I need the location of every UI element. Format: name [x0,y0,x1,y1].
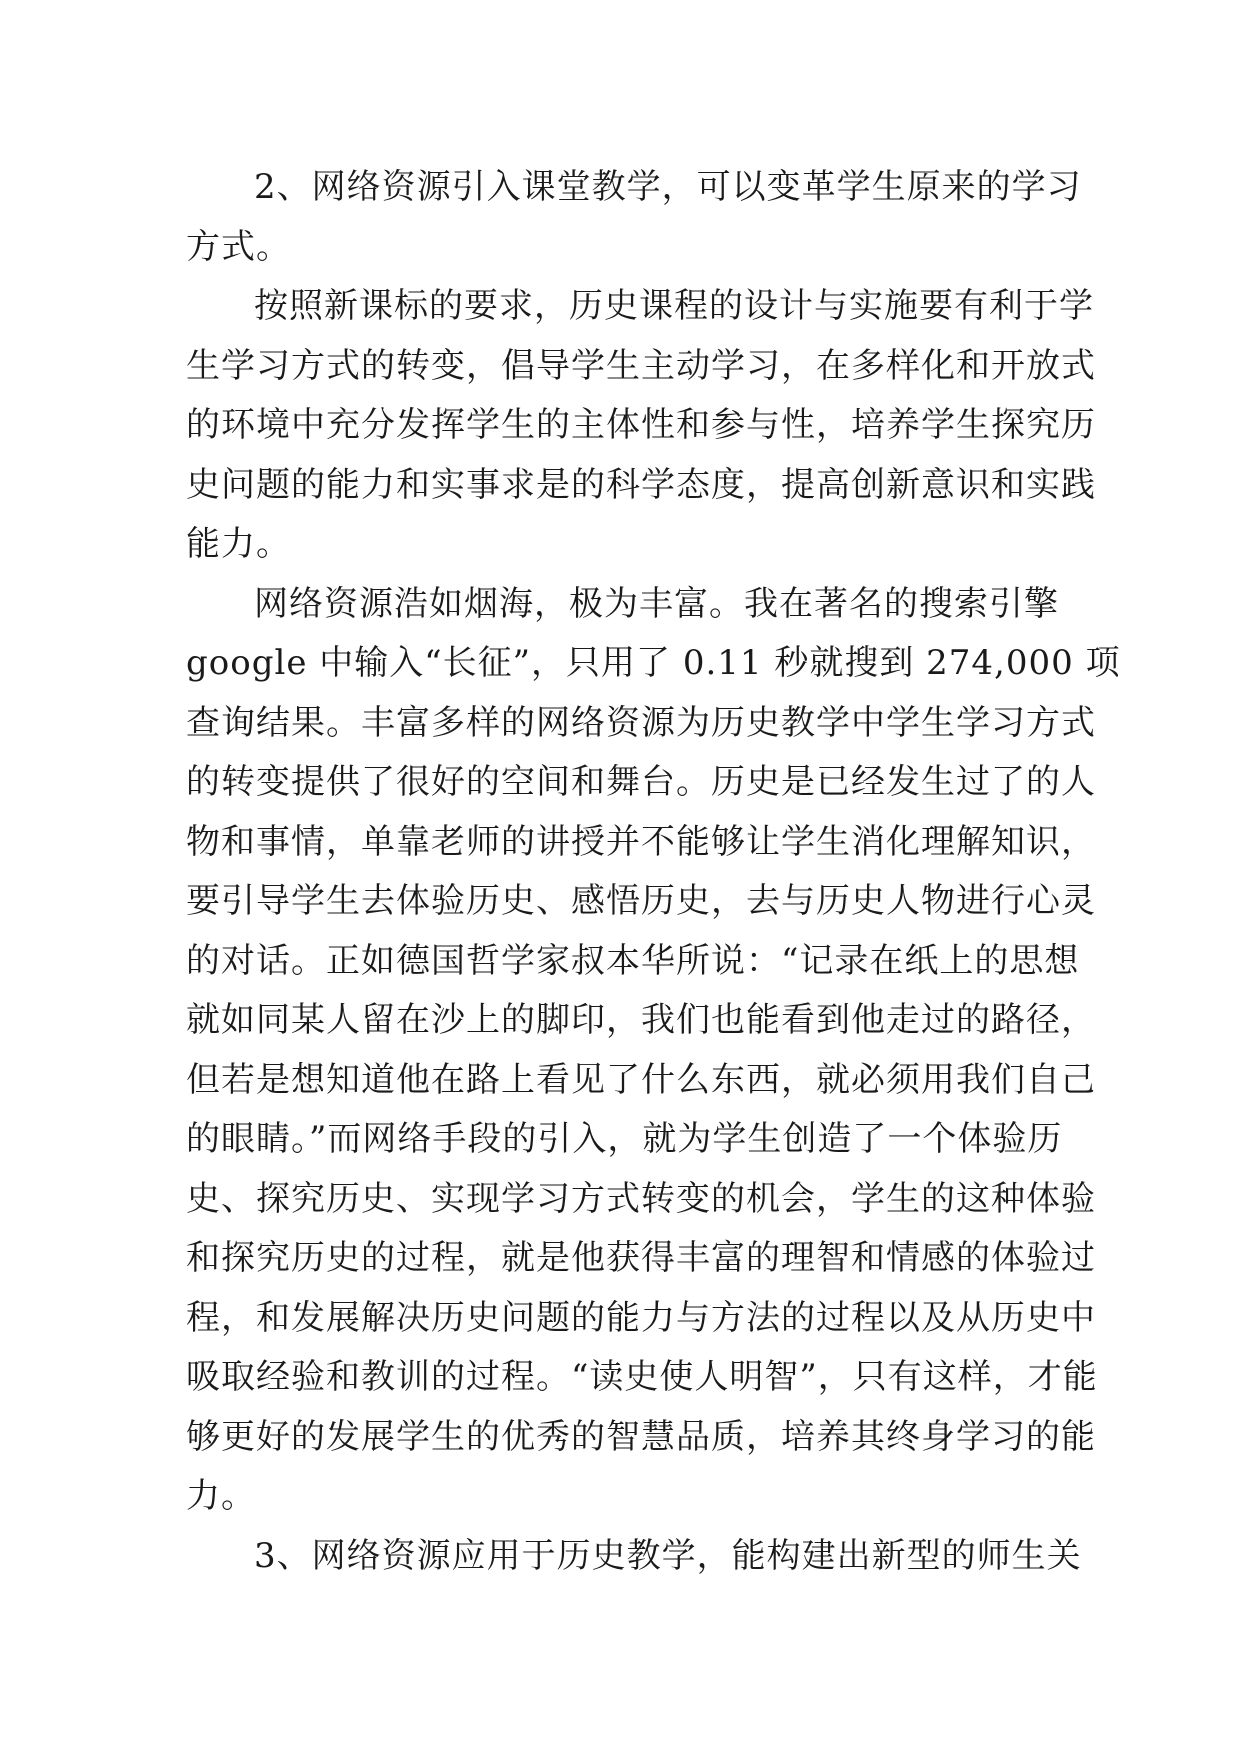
text-line: 按照新课标的要求，历史课程的设计与实施要有利于学 [254,286,1094,326]
text-line: 要引导学生去体验历史、感悟历史，去与历史人物进行心灵 [186,881,1096,921]
text-line: 程，和发展解决历史问题的能力与方法的过程以及从历史中 [186,1297,1096,1338]
paragraph-3 [186,575,1121,1527]
text-line: 和探究历史的过程，就是他获得丰富的理智和情感的体验过 [186,1238,1096,1278]
text-line: 的转变提供了很好的空间和舞台。历史是已经发生过了的人 [186,762,1096,802]
text-line: 够更好的发展学生的优秀的智慧品质，培养其终身学习的能 [186,1416,1096,1457]
document-body [186,158,1121,1586]
text-line: 吸取经验和教训的过程。“读史使人明智”，只有这样，才能 [186,1357,1098,1397]
text-line: 2、网络资源引入课堂教学，可以变革学生原来的学习 [254,167,1082,207]
text-line: 生学习方式的转变，倡导学生主动学习，在多样化和开放式 [186,345,1096,386]
text-line: 查询结果。丰富多样的网络资源为历史教学中学生学习方式 [186,702,1096,743]
text-line: 3、网络资源应用于历史教学，能构建出新型的师生关 [254,1535,1082,1576]
text-line: 史、探究历史、实现学习方式转变的机会，学生的这种体验 [186,1178,1096,1219]
text-line: 就如同某人留在沙上的脚印，我们也能看到他走过的路径， [186,1000,1096,1040]
paragraph-2 [186,277,1096,575]
text-line: 史问题的能力和实事求是的科学态度，提高创新意识和实践 [186,464,1096,505]
paragraph-4 [186,1527,1082,1587]
text-line: 物和事情，单靠老师的讲授并不能够让学生消化理解知识， [186,821,1096,862]
text-line: 的对话。正如德国哲学家叔本华所说：“记录在纸上的思想 [186,940,1080,981]
text-line: 力。 [186,1476,256,1516]
text-line: 但若是想知道他在路上看见了什么东西，就必须用我们自己 [186,1059,1096,1100]
text-line: 网络资源浩如烟海，极为丰富。我在著名的搜索引擎 [254,583,1059,624]
text-line: google 中输入“长征”，只用了 0.11 秒就搜到 274,000 项 [186,643,1121,683]
text-line: 能力。 [186,524,291,564]
text-line: 方式。 [186,226,291,267]
paragraph-1 [186,158,1082,277]
text-line: 的眼睛。”而网络手段的引入，就为学生创造了一个体验历 [186,1119,1063,1159]
text-line: 的环境中充分发挥学生的主体性和参与性，培养学生探究历 [186,405,1096,445]
